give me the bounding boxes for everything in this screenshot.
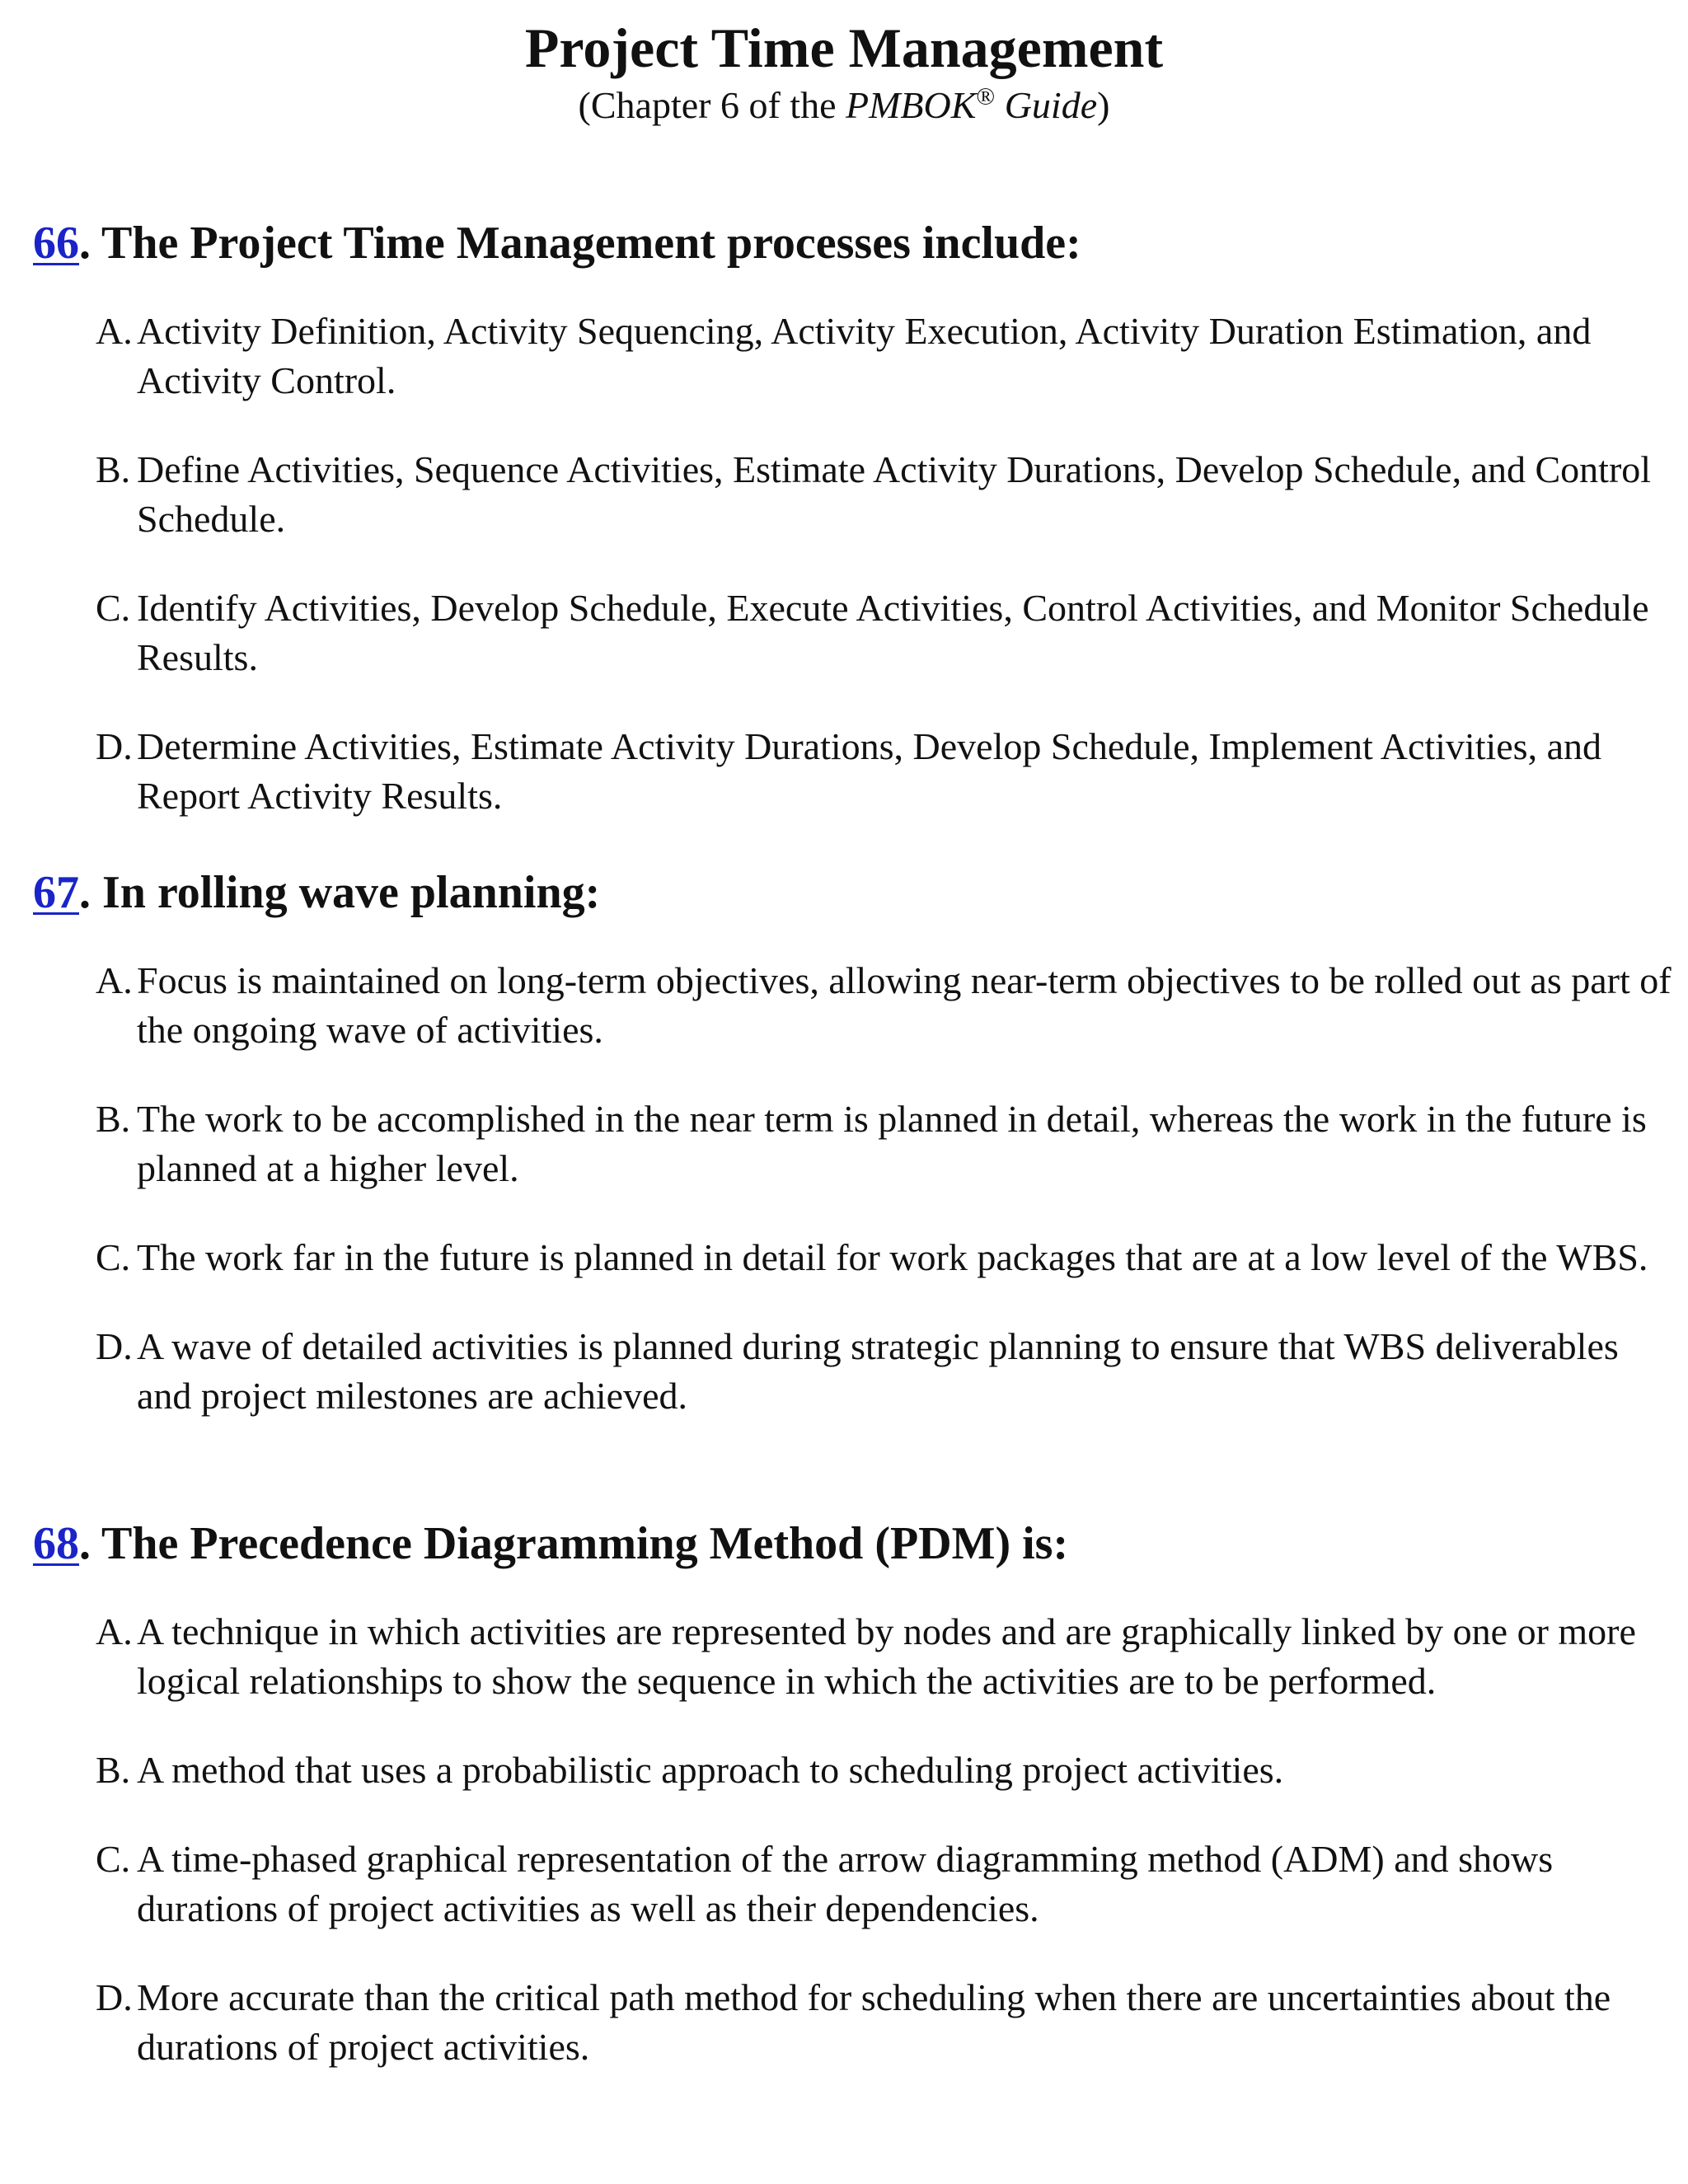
answer-option-a	[96, 956, 1678, 1055]
question-66	[33, 216, 1665, 821]
question-heading	[33, 216, 1665, 270]
question-heading	[33, 865, 1665, 920]
page-header	[0, 15, 1688, 130]
answer-option-a	[96, 307, 1678, 405]
option-letter: D.	[96, 1325, 133, 1367]
page-title: Project Time Management	[524, 16, 1164, 79]
option-letter: C.	[96, 587, 131, 629]
option-text: More accurate than the critical path method for scheduling when there are uncertainties about the durations of project activities.	[137, 1976, 1611, 2068]
option-text: The work far in the future is planned in detail for work packages that are at a low level of the WBS.	[137, 1236, 1648, 1278]
option-letter: A.	[96, 1610, 133, 1652]
answer-option-d	[96, 722, 1678, 821]
option-text: A method that uses a probabilistic approach to scheduling project activities.	[137, 1749, 1284, 1791]
option-letter: D.	[96, 1976, 133, 2018]
question-text: . The Precedence Diagramming Method (PDM) is:	[79, 1518, 1069, 1569]
subtitle-prefix: (Chapter 6 of the	[578, 84, 846, 126]
option-text: A time-phased graphical representation of the arrow diagramming method (ADM) and shows durations of project activities as well as their dependencies.	[137, 1838, 1554, 1929]
question-text: . In rolling wave planning:	[79, 867, 601, 918]
question-heading	[33, 1516, 1665, 1571]
subtitle-suffix: )	[1097, 84, 1110, 126]
option-text: A technique in which activities are represented by nodes and are graphically linked by one or more logical relationships to show the sequence in which the activities are to be performed.	[137, 1610, 1636, 1702]
option-letter: A.	[96, 959, 133, 1001]
option-text: Focus is maintained on long-term objectives, allowing near-term objectives to be rolled out as part of the ongoing wave of activities.	[137, 959, 1672, 1051]
answer-options	[33, 307, 1665, 821]
question-text: . The Project Time Management processes include:	[79, 218, 1081, 269]
answer-option-b	[96, 445, 1678, 544]
answer-option-b	[96, 1746, 1678, 1795]
question-number-link[interactable]: 67	[33, 867, 79, 918]
subtitle-book-name: PMBOK	[845, 84, 977, 126]
registered-mark: ®	[976, 82, 996, 110]
option-letter: D.	[96, 725, 133, 767]
answer-options	[33, 1607, 1665, 2072]
option-letter: A.	[96, 310, 133, 352]
option-text: The work to be accomplished in the near term is planned in detail, whereas the work in the future is planned at a higher level.	[137, 1098, 1647, 1189]
page-subtitle	[0, 81, 1688, 130]
answer-option-a	[96, 1607, 1678, 1706]
subtitle-book-guide: Guide	[995, 84, 1098, 126]
option-text: Activity Definition, Activity Sequencing, Activity Execution, Activity Duration Estimation, and Activity Control.	[137, 310, 1592, 401]
question-68	[33, 1516, 1665, 2072]
option-letter: B.	[96, 1098, 131, 1140]
answer-option-c	[96, 583, 1678, 682]
answer-options	[33, 956, 1672, 1421]
option-letter: B.	[96, 1749, 131, 1791]
answer-option-b	[96, 1094, 1678, 1193]
question-67	[33, 865, 1672, 1421]
answer-option-c	[96, 1835, 1678, 1933]
option-letter: C.	[96, 1838, 131, 1880]
option-text: A wave of detailed activities is planned during strategic planning to ensure that WBS deliverables and project milestones are achieved.	[137, 1325, 1619, 1417]
answer-option-d	[96, 1973, 1678, 2072]
option-text: Determine Activities, Estimate Activity Durations, Develop Schedule, Implement Activities, and Report Activity Results.	[137, 725, 1601, 817]
question-number-link[interactable]: 66	[33, 218, 79, 269]
option-text: Identify Activities, Develop Schedule, Execute Activities, Control Activities, and Monitor Schedule Results.	[137, 587, 1649, 678]
option-text: Define Activities, Sequence Activities, Estimate Activity Durations, Develop Schedule, and Control Schedule.	[137, 448, 1652, 540]
answer-option-c	[96, 1233, 1678, 1282]
answer-option-d	[96, 1322, 1678, 1421]
option-letter: C.	[96, 1236, 131, 1278]
option-letter: B.	[96, 448, 131, 490]
question-number-link[interactable]: 68	[33, 1518, 79, 1569]
